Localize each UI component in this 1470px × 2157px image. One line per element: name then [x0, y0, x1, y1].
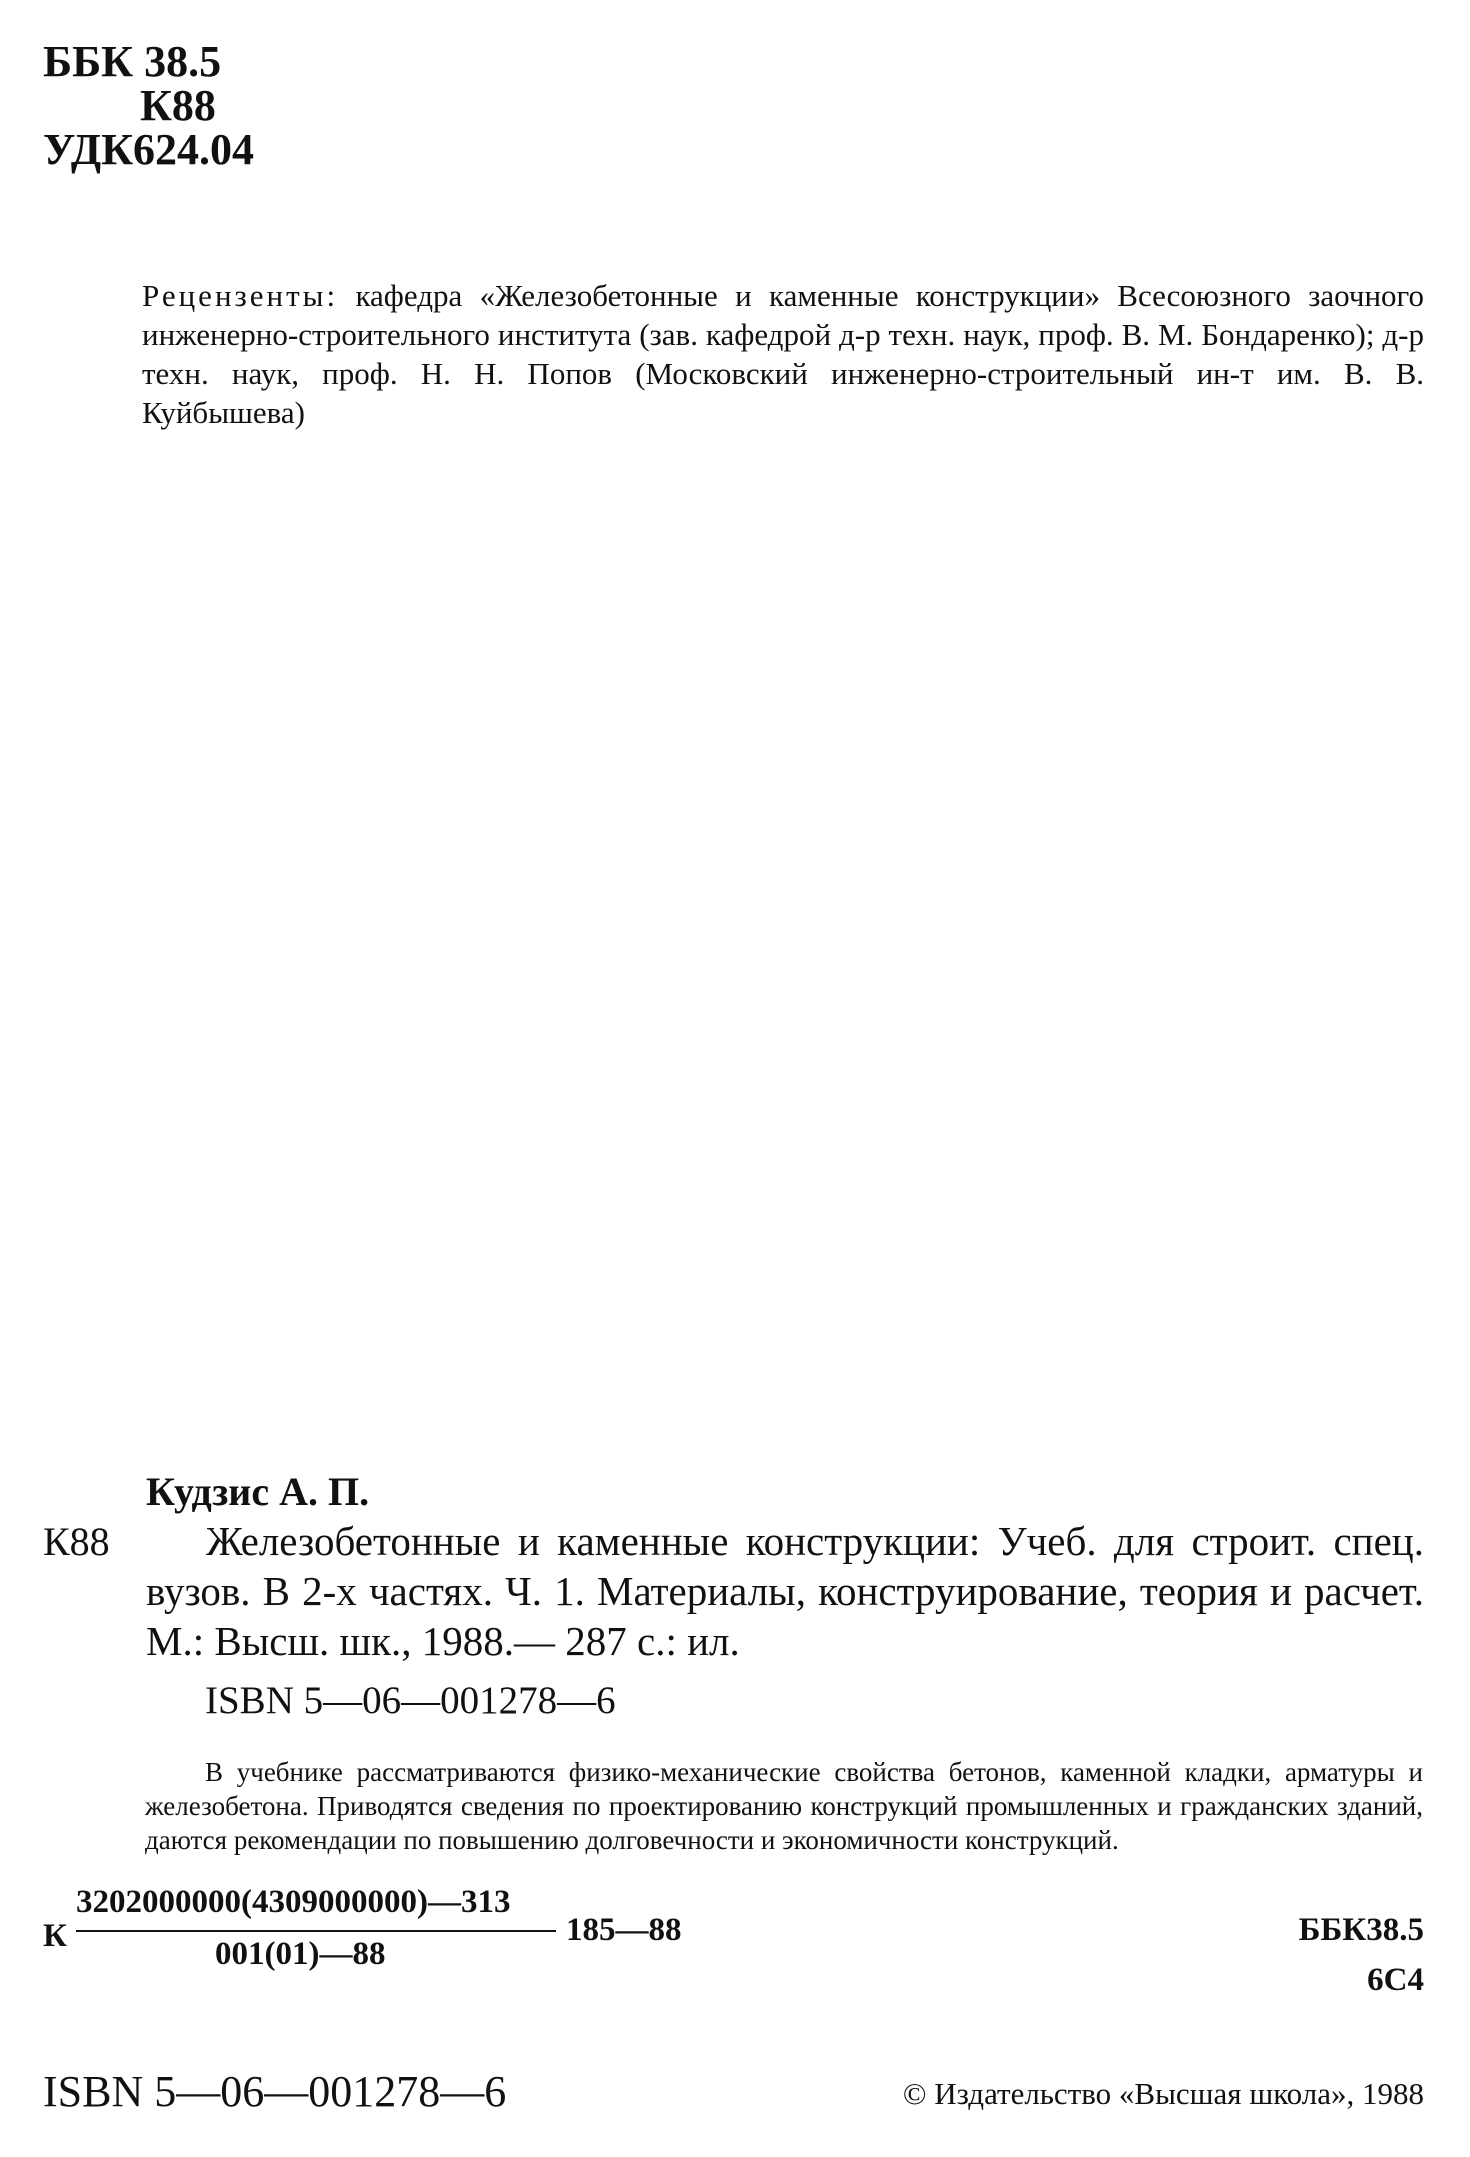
reviewers-label: Рецензенты:: [142, 278, 339, 313]
reviewers-block: [142, 276, 1424, 432]
author-mark-top: К88: [140, 81, 216, 130]
reviewers-text: кафедра «Железобетонные и каменные конструкции» Всесоюзного заочного инженерно-строительного института (зав. кафедрой д-р техн. наук, проф. В. М. Бондаренко); д-р техн. наук, проф. Н. Н. Попов (Московский инженерно-строительный ин-т им. В. В. Куйбышева): [142, 278, 1424, 430]
copyright-line: [903, 2076, 1424, 2112]
udk-label: УДК: [43, 125, 134, 174]
catalog-code: 6С4: [1367, 1962, 1424, 1998]
udk-value: 624.04: [133, 125, 255, 174]
copyright-text: Издательство «Высшая школа», 1988: [934, 2076, 1424, 2111]
catalog-fraction-line: [76, 1930, 556, 1932]
author-name: Кудзис А. П.: [146, 1469, 370, 1514]
catalog-denominator: 001(01)—88: [215, 1936, 386, 1972]
entry-isbn: ISBN 5—06—001278—6: [205, 1679, 616, 1722]
book-description: Железобетонные и каменные конструкции: Учеб. для строит. спец. вузов. В 2-х частях. Ч. 1. Материалы, конструирование, теория и расчет. М.: Высш. шк., 1988.— 287 с.: ил.: [146, 1518, 1424, 1664]
bbk-code: [43, 37, 222, 86]
catalog-side-code: 185—88: [566, 1912, 682, 1948]
catalog-k: К: [43, 1918, 67, 1954]
book-abstract: В учебнике рассматриваются физико-механические свойства бетонов, каменной кладки, арматуры и железобетона. Приводятся сведения по проектированию конструкций промышленных и гражданских зданий, даются рекомендации по повышению долговечности и экономичности конструкций.: [145, 1757, 1423, 1855]
bbk-label: ББК: [43, 37, 134, 86]
catalog-bbk: ББК38.5: [1298, 1912, 1424, 1948]
udk-code: [43, 125, 255, 174]
footer-isbn: ISBN 5—06—001278—6: [43, 2067, 507, 2116]
entry-author-mark: К88: [43, 1519, 110, 1564]
copyright-icon: ©: [902, 2076, 927, 2111]
bbk-value: 38.5: [144, 37, 222, 86]
catalog-numerator: 3202000000(4309000000)—313: [76, 1884, 511, 1920]
